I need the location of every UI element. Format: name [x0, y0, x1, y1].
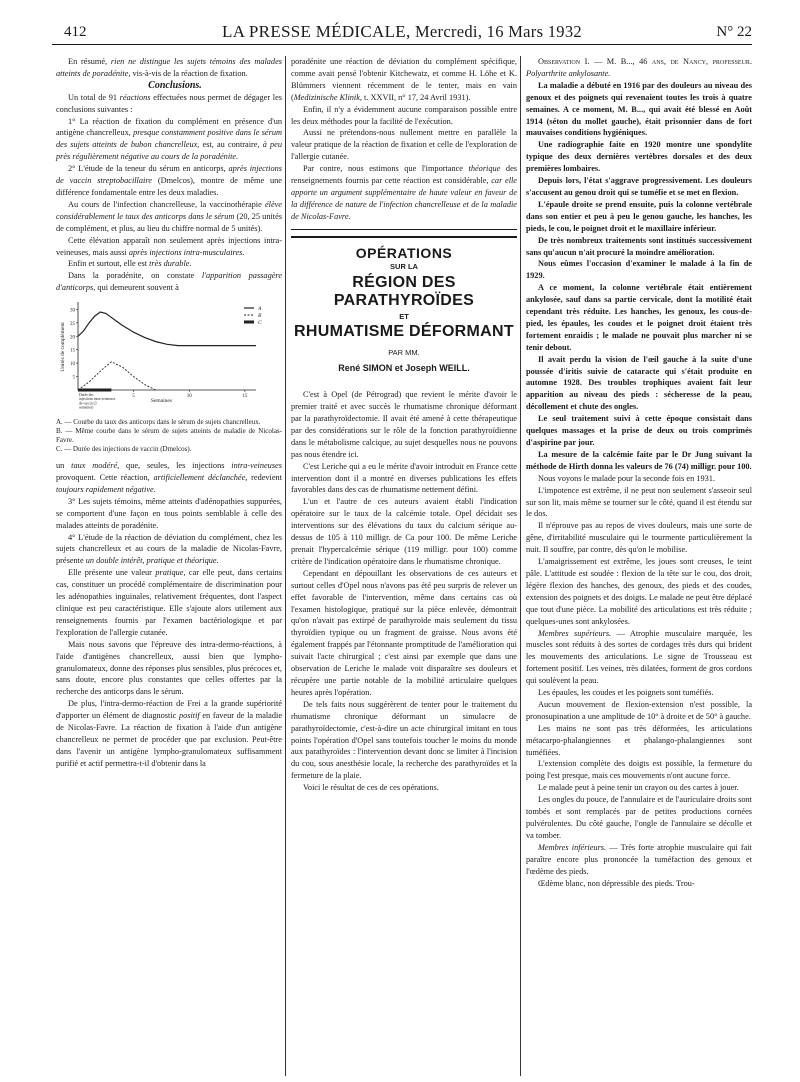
paragraph: Nous eûmes l'occasion d'examiner le malade à la fin de 1929. — [526, 259, 752, 281]
paragraph: Œdème blanc, non dépressible des pieds. Trou- — [538, 878, 695, 888]
paragraph: De très nombreux traitements sont institués successivement sans qu'aucun n'ait procuré la moindre amélioration. — [526, 235, 752, 257]
paragraph: 2° L'étude de la teneur du sérum en anticorps, après injections de vaccin streptobacillaire (Dmelcos), montre de même une différence fondamentale entre les deux maladies. — [56, 164, 282, 197]
article-title — [291, 244, 517, 376]
observation-heading: Observation I. — M. B..., 46 ans, de Nancy, professeur. Polyarthrite ankylosante. — [526, 57, 752, 78]
y-tick-label: 25 — [70, 321, 75, 327]
y-tick-label: 10 — [70, 362, 75, 368]
journal-title — [52, 22, 752, 42]
paragraph: Cette élévation apparaît non seulement après injections intra-veineuses, mais aussi après injections intra-musculaires. — [56, 235, 282, 257]
article-rule-top — [291, 229, 517, 230]
paragraph: Il avait perdu la vision de l'œil gauche à la suite d'une poussée d'iritis suivie de cataracte qui s'était produite en automne 1928. Des troubles trophiques avaient fait leur apparition au niveau des pieds : sécheresse de la peau, décollement et chute des ongles. — [526, 354, 752, 412]
x-tick-label: 15 — [242, 394, 248, 400]
column-divider-2 — [520, 56, 521, 1076]
x-axis-note: semaines) — [79, 405, 94, 410]
paragraph: La mesure de la calcémie faite par le Dr Jung suivant la méthode de Hirth donna les valeurs de 76 (74) milligr. pour 100. — [526, 449, 752, 471]
paragraph: Voici le résultat de ces de ces opérations. — [303, 783, 439, 793]
paragraph: Une radiographie faite en 1920 montre une spondylite typique des deux dernières vertèbres dorsales et des deux premières lombaires. — [526, 140, 752, 174]
legend-label-a: A — [258, 306, 262, 313]
title-line-1: OPÉRATIONS — [355, 244, 453, 261]
chart-svg — [56, 298, 282, 416]
x-axis-note: de vaccin (3 — [79, 401, 97, 406]
paragraph: Au cours de l'infection chancrelleuse, la vaccinothérapie élève considérablement le taux des anticorps dans le sérum (20, 25 unités de complément, et plus, au lieu du chiffre normal de 5 unités). — [56, 199, 282, 233]
paragraph: 4° L'étude de la réaction de déviation du complément, chez les sujets chancrelleux et au cours de la maladie de Nicolas-Favre, présente un double intérêt, pratique et théorique. — [56, 532, 282, 566]
y-tick-label: 15 — [70, 348, 75, 354]
title-connector: ET — [399, 311, 409, 321]
paragraph: Mais nous savons que l'épreuve des intra-dermo-réactions, à l'aide d'antigènes chancrelleux, aussi bien que lympho-granulomateux, donne des réponses plus sensibles, plus précoces et, sans doute, encore plus constantes que celles offertes par la recherche des anticorps dans le sérum. — [56, 639, 282, 697]
paragraph: Elle présente une valeur pratique, car elle peut, dans certains cas, constituer un procédé complémentaire de discrimination pour les adénopathies inguinales, relativement fréquentes, dont l'aspect clinique est peu caractéristique. Elle s'ajoute alors utilement aux renseignements fournis par l'examen bactériologique et par l'exploration de l'allergie cutanée. — [56, 568, 283, 637]
paragraph: Membres supérieurs. — Atrophie musculaire marquée, les muscles sont réduits à des sortes de cordages très durs qui brident les mouvements des articulations. Le signe de Trousseau est fortement positif. Les veines, très dilatées, forment de gros cordons qui soulèvent la peau. — [526, 628, 752, 686]
title-par: PAR MM. — [388, 348, 420, 358]
paragraph: L'impotence est extrême, il ne peut non seulement s'asseoir seul sur son lit, mais même se tourner sur le côté, quand il est étendu sur le dos. — [526, 485, 752, 519]
paragraph: La maladie a débuté en 1916 par des douleurs au niveau des genoux et des poignets qui revenaient toutes les trois à quatre semaines. A ce moment, M. B..., qui avait été blessé en Août 1914 (séton du mollet gauche), était prisonnier dans de fort mauvaises conditions hygiéniques. — [526, 80, 752, 138]
caption-a: A. — Courbe du taux des anticorps dans le sérum de sujets chancrelleux. — [56, 418, 261, 427]
paragraph: Les épaules, les coudes et les poignets sont tuméfiés. — [538, 688, 714, 698]
title-line-3: RHUMATISME DÉFORMANT — [294, 323, 514, 341]
paragraph: Les mains ne sont pas très déformées, les articulations métacarpo-phalangiennes et phalango-phalangiennes sont tuméfiées. — [526, 723, 752, 757]
series-a-line — [78, 312, 256, 346]
article-authors: René SIMON et Joseph WEILL. — [338, 363, 470, 374]
paragraph: L'un et l'autre de ces auteurs avaient établi l'indication opératoire sur le taux de la calcémie totale. Opel décidait ses interventions sur des élévations du taux du calcium sérique au-dessus de 105 à 110 milligr. de Ca pour 100. De même Leriche prenait l'hypercalcémie sérique (119 milligr. pour 100) comme critère de l'indication opératoire dans le rhumatisme chronique. — [291, 497, 517, 566]
column-2 — [291, 56, 517, 794]
series-b-line — [78, 362, 156, 390]
paragraph: De tels faits nous suggérèrent de tenter pour le traitement du rhumatisme chronique déformant un simulacre de parathyroïdectomie, c'est-à-dire un acte chirurgical imitant en tous points l'opération d'Opel sans toutefois toucher le moins du monde aux parathyroïdes : l'intervention devant donc se limiter à l'incision du cou, sous anesthésie locale, la recherche des parathyroïdes et la fermeture de la plaie. — [291, 699, 517, 781]
paragraph: Depuis lors, l'état s'aggrave progressivement. Les douleurs s'accusent au genou droit qui se tuméfie et se met en flexion. — [526, 176, 752, 197]
antibody-chart — [56, 298, 282, 416]
x-tick-label: 5 — [132, 394, 135, 400]
paragraph: un taux modéré, que, seules, les injections intra-veineuses provoquent. Cette réaction, artificiellement déclanchée, redevient toujours rapidement négative. — [56, 461, 282, 494]
page-number: 412 — [64, 24, 87, 40]
caption-b: B. — Même courbe dans le sérum de sujets atteints de maladie de Nicolas-Favre. — [56, 427, 282, 445]
paragraph: Enfin, il n'y a évidemment aucune comparaison possible entre les deux méthodes pour la facilité de l'exécution. — [291, 104, 517, 126]
legend-label-c: C — [258, 320, 262, 327]
paragraph: Le malade peut à peine tenir un crayon ou des cartes à jouer. — [538, 783, 739, 793]
figure-caption — [56, 418, 282, 454]
y-tick-label: 5 — [72, 375, 75, 381]
x-axis-note: injections intra veineuses — [79, 397, 116, 402]
section-heading-conclusions: Conclusions. — [148, 79, 202, 91]
paragraph: Le seul traitement suivi à cette époque consistait dans quelques massages et la prise de deux ou trois comprimés d'aspirine par jour. — [526, 414, 752, 447]
title-line-2: RÉGION DES PARATHYROÏDES — [333, 273, 475, 309]
paragraph: Membres inférieurs. — Très forte atrophie musculaire qui fait paraître encore plus prononcée la tuméfaction des genoux et l'œdème des pieds. — [526, 842, 752, 876]
column-3 — [526, 56, 752, 889]
caption-c: C. — Durée des injections de vaccin (Dmelcos). — [56, 445, 192, 454]
paragraph: Par contre, nous estimons que l'importance théorique des renseignements fournis par cette réaction est considérable, car elle apporte un argument supplémentaire de haute valeur en faveur de la différence de nature de l'infection chancrelleuse et de la maladie de Nicolas-Favre. — [291, 164, 517, 221]
paragraph: Aussi ne prétendons-nous nullement mettre en parallèle la valeur pratique de la réaction de fixation et celle de l'exploration de l'allergie cutanée. — [291, 128, 517, 162]
issue-number: N° 22 — [716, 24, 752, 40]
column-divider-1 — [285, 56, 286, 1076]
y-tick-label: 30 — [70, 308, 75, 314]
x-axis-note: Durée des — [79, 393, 94, 398]
issue-date: Mercredi, 16 Mars 1932 — [414, 22, 582, 41]
paragraph: C'est à Opel (de Pétrograd) que revient le mérite d'avoir le premier traité et avec succès le rhumatisme chronique déformant par la parathyroïdectomie. Il avait été amené à cette thérapeutique par des considérations sur le rôle de la fonction parathyroïdienne dans le métabolisme calcique, au sujet desquelles nous ne pouvons pas nous étendre ici. — [291, 390, 517, 459]
y-tick-label: 20 — [70, 335, 75, 341]
journal-name: LA PRESSE MÉDICALE, — [222, 22, 411, 41]
column-1 — [56, 56, 282, 770]
paragraph: Nous voyons le malade pour la seconde fois en 1931. — [538, 473, 715, 483]
paragraph: 1° La réaction de fixation du complément en présence d'un antigène chancrelleux, presque constamment positive dans le sérum des sujets atteints de bubon chancrelleux, est, au contraire, à peu près régulièrement négative au cours de la poradénite. — [56, 116, 282, 162]
x-axis-label: Semaines — [150, 398, 172, 405]
paragraph: poradénite une réaction de déviation du complément spécifique, comme avait pensé l'obtenir Kitchewatz, et comme H. Löhe et K. Blümmers viennent récemment de le tenter, mais en vain (Medizinische Klinik, t. XXVII, n° 17, 24 Avril 1931). — [291, 57, 517, 102]
paragraph: De plus, l'intra-dermo-réaction de Frei a la grande supériorité d'apporter un élément de diagnostic positif en faveur de la maladie de Nicolas-Favre. La réaction de fixation à l'aide d'un antigène chancrelleux ne permet de procéder que par exclusion. Peut-être dans l'avenir un antigène lympho-granulomateux suffisamment purifié et actif permettra-t-il d'obtenir dans la — [56, 699, 282, 768]
paragraph: Un total de 91 réactions effectuées nous permet de dégager les conclusions suivantes : — [56, 92, 282, 114]
paragraph: L'épaule droite se prend ensuite, puis la colonne vertébrale dans son entier et peu à peu le genou gauche, les hanches, les pieds, le cou, le poignet droit et le maxillaire inférieur. — [526, 199, 752, 233]
paragraph: En résumé, rien ne distingue les sujets témoins des malades atteints de poradénite, vis-à-vis de la réaction de fixation. — [56, 57, 282, 78]
paragraph: Les ongles du pouce, de l'annulaire et de l'auriculaire droits sont tombés et sont remplacés par de petites productions cornées pulvérulentes. Du côté gauche, l'ongle de l'annulaire se décolle et va tomber. — [526, 795, 752, 840]
header-rule — [52, 44, 752, 45]
paragraph: Dans la poradénite, on constate l'apparition passagère d'anticorps, qui demeurent souvent à — [56, 271, 282, 293]
y-axis-label: Unités de complément — [60, 322, 66, 372]
paragraph: Il n'éprouve pas au repos de vives douleurs, mais une sorte de gêne, d'irritabilité musculaire qui le tourmente particulièrement la nuit. Il souffre, par contre, dès qu'on le mobilise. — [526, 521, 752, 555]
paragraph: Aucun mouvement de flexion-extension n'est possible, la pronosupination a une amplitude de 10° à droite et de 50° à gauche. — [526, 699, 752, 721]
paragraph: Cependant en dépouillant les observations de ces auteurs et surtout celles d'Opel nous n'avons pas été peu surpris de relever un effet favorable de l'intervention, même dans certains cas où l'examen histologique, pratiqué sur la pièce enlevée, démontrait qu'on n'avait pas extirpé de parathyroïde mais seulement du tissu thyroïdien typique ou un fragment de graisse. Nous avons été également frappés par l'étonnante promptitude de l'amélioration qui suivait l'acte chirurgical ; c'est ainsi par exemple que dans une observation de Leriche le malade voit disparaître ses douleurs et récupère une partie notable de la mobilité articulaire quelques heures après l'opération. — [291, 568, 517, 697]
article-rule-thick — [291, 236, 517, 238]
paragraph: L'extension complète des doigts est possible, la fermeture du poing l'est presque, mais ces mouvements n'ont aucune force. — [526, 759, 752, 781]
legend-label-b: B — [258, 313, 262, 320]
title-connector: SUR LA — [390, 261, 418, 271]
x-tick-label: 10 — [186, 394, 192, 400]
paragraph: C'est Leriche qui a eu le mérite d'avoir introduit en France cette intervention dont il a montré en diverses publications les effets favorables dans des cas de rhumatisme nettement défini. — [291, 461, 517, 495]
paragraph: L'amaigrissement est extrême, les joues sont creuses, le teint pâle. L'attitude est soudée : flexion de la tête sur le cou, dos droit, légère flexion des hanches, des genoux, des pieds et des coudes, extension des poignets et des doigts. Le malade ne peut être déplacé que tout d'une pièce. La mobilité des articulations est très réduite ; quelques-unes sont ankylosées. — [526, 557, 752, 626]
paragraph: A ce moment, la colonne vertébrale était entièrement ankylosée, sauf dans sa partie cervicale, dont la motilité était cependant très réduite. Les hanches, les genoux, les cous-de-pied, les épaules, les coudes et le poignet droit étaient très fortement enraidis ; le malade ne pouvait plus marcher ni se tenir debout. — [526, 283, 752, 352]
paragraph: 3° Les sujets témoins, même atteints d'adénopathies suppurées, se comportent d'une façon en tous points semblable à celle des malades atteints de poradénite. — [56, 496, 282, 530]
paragraph: Enfin et surtout, elle est très durable. — [68, 259, 192, 269]
